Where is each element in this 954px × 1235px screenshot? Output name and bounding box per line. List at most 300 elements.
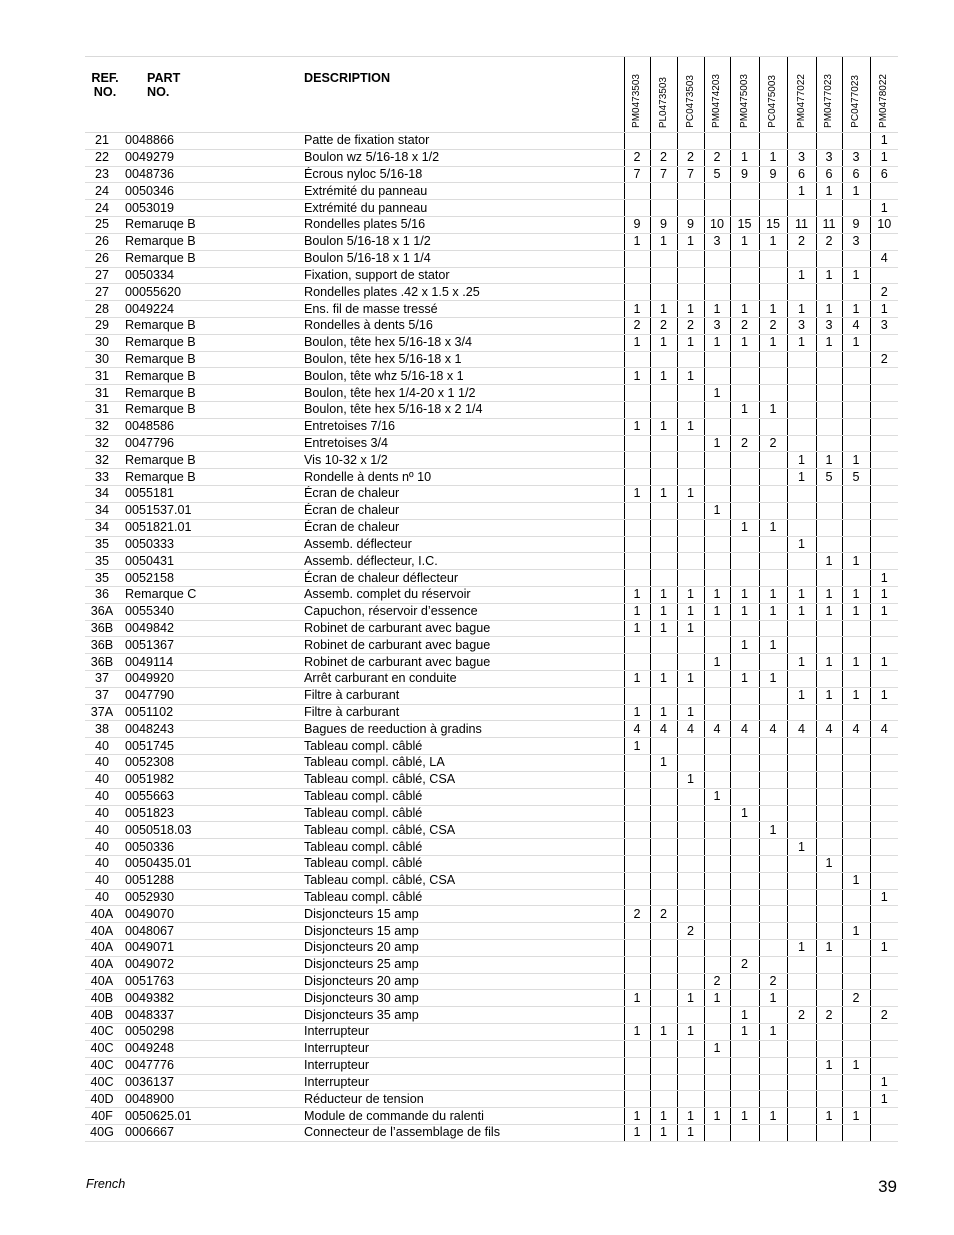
quantity-cell bbox=[787, 738, 816, 755]
quantity-cell bbox=[704, 1091, 730, 1108]
quantity-cell bbox=[759, 486, 787, 503]
quantity-cell: 2 bbox=[730, 956, 759, 973]
table-row bbox=[85, 637, 898, 654]
table-row bbox=[85, 519, 898, 536]
quantity-cell: 1 bbox=[870, 200, 898, 217]
quantity-cell bbox=[787, 889, 816, 906]
quantity-cell: 1 bbox=[759, 822, 787, 839]
description-cell: Tableau compl. câblé bbox=[304, 738, 624, 755]
description-cell: Tableau compl. câblé bbox=[304, 788, 624, 805]
part-no-cell: 0047776 bbox=[125, 1057, 304, 1074]
ref-no-cell: 40C bbox=[85, 1074, 125, 1091]
quantity-cell bbox=[842, 402, 870, 419]
quantity-cell: 1 bbox=[650, 486, 677, 503]
quantity-cell bbox=[842, 855, 870, 872]
table-row bbox=[85, 839, 898, 856]
quantity-cell bbox=[759, 940, 787, 957]
quantity-cell bbox=[816, 620, 842, 637]
description-cell: Interrupteur bbox=[304, 1074, 624, 1091]
quantity-cell bbox=[870, 738, 898, 755]
quantity-cell bbox=[842, 637, 870, 654]
quantity-cell bbox=[870, 553, 898, 570]
ref-no-cell: 40B bbox=[85, 1007, 125, 1024]
quantity-cell: 4 bbox=[842, 721, 870, 738]
quantity-cell: 4 bbox=[730, 721, 759, 738]
quantity-cell bbox=[787, 805, 816, 822]
description-cell: Rondelles à dents 5/16 bbox=[304, 317, 624, 334]
part-no-cell: 0051367 bbox=[125, 637, 304, 654]
table-row bbox=[85, 788, 898, 805]
quantity-cell bbox=[677, 553, 704, 570]
description-cell: Assemb. complet du réservoir bbox=[304, 586, 624, 603]
quantity-cell: 1 bbox=[650, 603, 677, 620]
description-cell: Bagues de reeduction à gradins bbox=[304, 721, 624, 738]
quantity-cell: 1 bbox=[870, 1091, 898, 1108]
quantity-cell bbox=[624, 133, 650, 150]
quantity-cell: 1 bbox=[842, 872, 870, 889]
quantity-cell bbox=[787, 284, 816, 301]
quantity-cell bbox=[677, 755, 704, 772]
quantity-cell bbox=[650, 990, 677, 1007]
quantity-cell bbox=[650, 183, 677, 200]
quantity-cell bbox=[624, 553, 650, 570]
quantity-cell bbox=[650, 385, 677, 402]
quantity-cell bbox=[787, 906, 816, 923]
quantity-cell bbox=[650, 502, 677, 519]
quantity-cell bbox=[624, 267, 650, 284]
quantity-cell bbox=[787, 435, 816, 452]
description-cell: Boulon, tête whz 5/16-18 x 1 bbox=[304, 368, 624, 385]
quantity-cell: 2 bbox=[842, 990, 870, 1007]
description-cell: Tableau compl. câblé, LA bbox=[304, 755, 624, 772]
quantity-cell bbox=[730, 755, 759, 772]
part-no-cell: Remaruqe B bbox=[125, 217, 304, 234]
quantity-cell bbox=[870, 1124, 898, 1141]
description-cell: Écran de chaleur bbox=[304, 502, 624, 519]
quantity-cell: 1 bbox=[759, 233, 787, 250]
quantity-cell: 1 bbox=[704, 435, 730, 452]
ref-no-cell: 32 bbox=[85, 418, 125, 435]
quantity-cell bbox=[870, 233, 898, 250]
quantity-cell bbox=[870, 805, 898, 822]
quantity-cell: 1 bbox=[759, 519, 787, 536]
ref-no-cell: 28 bbox=[85, 301, 125, 318]
ref-no-cell: 24 bbox=[85, 183, 125, 200]
quantity-cell: 2 bbox=[870, 351, 898, 368]
part-no-cell: 0051102 bbox=[125, 704, 304, 721]
quantity-cell bbox=[704, 133, 730, 150]
quantity-cell bbox=[870, 855, 898, 872]
quantity-cell bbox=[787, 133, 816, 150]
table-row bbox=[85, 1091, 898, 1108]
quantity-cell: 1 bbox=[650, 334, 677, 351]
quantity-cell: 1 bbox=[704, 301, 730, 318]
quantity-cell: 5 bbox=[704, 166, 730, 183]
quantity-cell: 1 bbox=[677, 586, 704, 603]
description-cell: Filtre à carburant bbox=[304, 704, 624, 721]
quantity-cell bbox=[870, 956, 898, 973]
quantity-cell bbox=[759, 452, 787, 469]
quantity-cell bbox=[650, 839, 677, 856]
quantity-cell bbox=[759, 536, 787, 553]
quantity-cell bbox=[624, 1040, 650, 1057]
quantity-cell bbox=[787, 368, 816, 385]
quantity-cell bbox=[730, 940, 759, 957]
quantity-cell bbox=[650, 1091, 677, 1108]
quantity-cell: 1 bbox=[787, 452, 816, 469]
quantity-cell: 1 bbox=[842, 1108, 870, 1125]
quantity-cell bbox=[870, 536, 898, 553]
quantity-cell bbox=[624, 973, 650, 990]
ref-no-cell: 31 bbox=[85, 368, 125, 385]
quantity-cell bbox=[816, 250, 842, 267]
description-cell: Écran de chaleur bbox=[304, 486, 624, 503]
quantity-cell bbox=[787, 1040, 816, 1057]
quantity-cell bbox=[704, 872, 730, 889]
quantity-cell: 2 bbox=[677, 149, 704, 166]
quantity-cell: 1 bbox=[870, 940, 898, 957]
quantity-cell bbox=[730, 368, 759, 385]
quantity-cell bbox=[704, 687, 730, 704]
quantity-cell bbox=[730, 502, 759, 519]
table-row bbox=[85, 620, 898, 637]
quantity-cell: 1 bbox=[624, 603, 650, 620]
part-no-header: PART NO. bbox=[125, 57, 304, 133]
quantity-cell bbox=[704, 284, 730, 301]
quantity-cell bbox=[704, 1074, 730, 1091]
quantity-cell bbox=[842, 368, 870, 385]
description-cell: Rondelles plates 5/16 bbox=[304, 217, 624, 234]
quantity-cell bbox=[842, 250, 870, 267]
quantity-cell bbox=[704, 452, 730, 469]
description-cell: Patte de fixation stator bbox=[304, 133, 624, 150]
ref-no-cell: 36B bbox=[85, 620, 125, 637]
quantity-cell bbox=[842, 788, 870, 805]
quantity-cell bbox=[759, 620, 787, 637]
quantity-cell: 1 bbox=[759, 990, 787, 1007]
table-row bbox=[85, 956, 898, 973]
quantity-cell: 1 bbox=[787, 469, 816, 486]
quantity-cell bbox=[677, 351, 704, 368]
description-cell: Entretoises 3/4 bbox=[304, 435, 624, 452]
quantity-cell bbox=[787, 1124, 816, 1141]
description-cell: Tableau compl. câblé bbox=[304, 855, 624, 872]
quantity-cell bbox=[870, 755, 898, 772]
quantity-cell bbox=[759, 368, 787, 385]
part-no-cell: Remarque B bbox=[125, 385, 304, 402]
ref-no-cell: 40 bbox=[85, 839, 125, 856]
quantity-cell: 1 bbox=[730, 671, 759, 688]
quantity-cell: 2 bbox=[759, 317, 787, 334]
quantity-cell bbox=[624, 771, 650, 788]
quantity-cell bbox=[816, 990, 842, 1007]
quantity-cell: 1 bbox=[730, 805, 759, 822]
part-no-cell: 0051821.01 bbox=[125, 519, 304, 536]
quantity-cell bbox=[816, 671, 842, 688]
quantity-cell: 3 bbox=[842, 233, 870, 250]
quantity-cell bbox=[704, 183, 730, 200]
quantity-cell bbox=[730, 183, 759, 200]
quantity-cell bbox=[730, 1091, 759, 1108]
quantity-cell: 1 bbox=[650, 1124, 677, 1141]
quantity-cell: 1 bbox=[650, 1024, 677, 1041]
quantity-cell bbox=[787, 923, 816, 940]
description-cell: Entretoises 7/16 bbox=[304, 418, 624, 435]
quantity-cell: 1 bbox=[842, 334, 870, 351]
ref-no-cell: 35 bbox=[85, 570, 125, 587]
description-cell: Écrous nyloc 5/16-18 bbox=[304, 166, 624, 183]
quantity-cell bbox=[624, 822, 650, 839]
quantity-cell: 3 bbox=[870, 317, 898, 334]
description-cell: Arrêt carburant en conduite bbox=[304, 671, 624, 688]
quantity-cell bbox=[704, 923, 730, 940]
quantity-cell: 1 bbox=[816, 940, 842, 957]
part-no-cell: 0050518.03 bbox=[125, 822, 304, 839]
description-cell: Extrémité du panneau bbox=[304, 200, 624, 217]
ref-no-cell: 40 bbox=[85, 855, 125, 872]
ref-no-header: REF. NO. bbox=[85, 57, 125, 133]
quantity-cell bbox=[677, 536, 704, 553]
quantity-cell: 4 bbox=[704, 721, 730, 738]
part-no-cell: 0053019 bbox=[125, 200, 304, 217]
quantity-cell: 1 bbox=[870, 586, 898, 603]
quantity-cell bbox=[704, 368, 730, 385]
quantity-cell bbox=[730, 704, 759, 721]
ref-no-cell: 40 bbox=[85, 788, 125, 805]
quantity-cell: 1 bbox=[624, 233, 650, 250]
table-row bbox=[85, 1124, 898, 1141]
quantity-cell bbox=[759, 687, 787, 704]
quantity-cell bbox=[730, 973, 759, 990]
quantity-cell bbox=[704, 570, 730, 587]
quantity-cell bbox=[624, 923, 650, 940]
quantity-cell bbox=[759, 889, 787, 906]
quantity-cell: 2 bbox=[677, 923, 704, 940]
quantity-cell: 4 bbox=[870, 721, 898, 738]
quantity-cell bbox=[624, 385, 650, 402]
quantity-cell: 4 bbox=[650, 721, 677, 738]
quantity-cell: 1 bbox=[730, 519, 759, 536]
description-cell: Filtre à carburant bbox=[304, 687, 624, 704]
quantity-cell bbox=[730, 570, 759, 587]
quantity-cell bbox=[730, 200, 759, 217]
quantity-cell bbox=[842, 1091, 870, 1108]
quantity-cell: 1 bbox=[624, 1124, 650, 1141]
quantity-cell bbox=[870, 402, 898, 419]
quantity-cell bbox=[624, 788, 650, 805]
quantity-cell: 1 bbox=[759, 301, 787, 318]
quantity-cell: 1 bbox=[870, 570, 898, 587]
model-header: PM0474203 bbox=[704, 57, 730, 133]
part-no-cell: 0049072 bbox=[125, 956, 304, 973]
quantity-cell bbox=[650, 889, 677, 906]
quantity-cell bbox=[842, 889, 870, 906]
part-no-cell: 0050435.01 bbox=[125, 855, 304, 872]
quantity-cell bbox=[787, 855, 816, 872]
quantity-cell: 2 bbox=[759, 435, 787, 452]
quantity-cell bbox=[730, 654, 759, 671]
quantity-cell bbox=[650, 1057, 677, 1074]
quantity-cell bbox=[842, 805, 870, 822]
quantity-cell bbox=[650, 570, 677, 587]
quantity-cell: 1 bbox=[730, 1108, 759, 1125]
quantity-cell bbox=[704, 620, 730, 637]
description-cell: Module de commande du ralenti bbox=[304, 1108, 624, 1125]
quantity-cell: 1 bbox=[730, 1007, 759, 1024]
ref-no-cell: 25 bbox=[85, 217, 125, 234]
ref-no-cell: 40C bbox=[85, 1057, 125, 1074]
quantity-cell bbox=[677, 1040, 704, 1057]
ref-no-cell: 40 bbox=[85, 889, 125, 906]
quantity-cell bbox=[650, 284, 677, 301]
ref-no-cell: 34 bbox=[85, 519, 125, 536]
quantity-cell bbox=[650, 536, 677, 553]
quantity-cell bbox=[704, 839, 730, 856]
quantity-cell bbox=[787, 1074, 816, 1091]
quantity-cell bbox=[787, 351, 816, 368]
quantity-cell: 9 bbox=[624, 217, 650, 234]
quantity-cell bbox=[787, 771, 816, 788]
table-row bbox=[85, 570, 898, 587]
quantity-cell bbox=[650, 771, 677, 788]
quantity-cell bbox=[816, 1024, 842, 1041]
part-no-cell: 0051823 bbox=[125, 805, 304, 822]
description-cell: Rondelle à dents nº 10 bbox=[304, 469, 624, 486]
table-row bbox=[85, 586, 898, 603]
quantity-cell bbox=[624, 351, 650, 368]
quantity-cell bbox=[730, 418, 759, 435]
quantity-cell bbox=[624, 1091, 650, 1108]
quantity-cell bbox=[816, 570, 842, 587]
quantity-cell bbox=[759, 855, 787, 872]
quantity-cell: 7 bbox=[677, 166, 704, 183]
quantity-cell bbox=[816, 486, 842, 503]
quantity-cell bbox=[730, 990, 759, 1007]
quantity-cell bbox=[787, 385, 816, 402]
description-cell: Disjoncteurs 20 amp bbox=[304, 940, 624, 957]
quantity-cell bbox=[759, 839, 787, 856]
quantity-cell: 1 bbox=[677, 334, 704, 351]
quantity-cell bbox=[704, 418, 730, 435]
quantity-cell bbox=[842, 570, 870, 587]
quantity-cell: 1 bbox=[624, 1024, 650, 1041]
ref-no-cell: 34 bbox=[85, 486, 125, 503]
description-cell: Interrupteur bbox=[304, 1024, 624, 1041]
description-cell: Boulon, tête hex 5/16-18 x 3/4 bbox=[304, 334, 624, 351]
table-row bbox=[85, 368, 898, 385]
quantity-cell bbox=[842, 435, 870, 452]
table-row bbox=[85, 721, 898, 738]
description-cell: Tableau compl. câblé bbox=[304, 889, 624, 906]
part-no-cell: Remarque B bbox=[125, 368, 304, 385]
quantity-cell bbox=[759, 771, 787, 788]
quantity-cell: 1 bbox=[870, 133, 898, 150]
part-no-cell: Remarque B bbox=[125, 452, 304, 469]
quantity-cell: 1 bbox=[650, 755, 677, 772]
quantity-cell: 1 bbox=[842, 183, 870, 200]
model-header: PM0478022 bbox=[870, 57, 898, 133]
quantity-cell: 1 bbox=[704, 586, 730, 603]
description-cell: Tableau compl. câblé, CSA bbox=[304, 822, 624, 839]
ref-no-cell: 40B bbox=[85, 990, 125, 1007]
quantity-cell bbox=[816, 923, 842, 940]
table-row bbox=[85, 940, 898, 957]
quantity-cell bbox=[704, 519, 730, 536]
quantity-cell bbox=[870, 906, 898, 923]
quantity-cell bbox=[624, 469, 650, 486]
quantity-cell: 1 bbox=[787, 586, 816, 603]
table-row bbox=[85, 1074, 898, 1091]
quantity-cell: 1 bbox=[677, 704, 704, 721]
quantity-cell bbox=[704, 536, 730, 553]
quantity-cell bbox=[730, 738, 759, 755]
table-row bbox=[85, 738, 898, 755]
quantity-cell: 4 bbox=[759, 721, 787, 738]
quantity-cell bbox=[842, 973, 870, 990]
quantity-cell bbox=[870, 990, 898, 1007]
ref-no-cell: 29 bbox=[85, 317, 125, 334]
quantity-cell bbox=[677, 940, 704, 957]
quantity-cell bbox=[677, 1007, 704, 1024]
quantity-cell: 15 bbox=[759, 217, 787, 234]
ref-no-cell: 22 bbox=[85, 149, 125, 166]
ref-no-cell: 40 bbox=[85, 771, 125, 788]
quantity-cell bbox=[870, 704, 898, 721]
quantity-cell bbox=[704, 956, 730, 973]
quantity-cell bbox=[842, 418, 870, 435]
quantity-cell: 1 bbox=[730, 603, 759, 620]
quantity-cell bbox=[624, 250, 650, 267]
quantity-cell: 1 bbox=[624, 486, 650, 503]
quantity-cell: 1 bbox=[842, 301, 870, 318]
ref-no-cell: 40C bbox=[85, 1040, 125, 1057]
quantity-cell bbox=[787, 637, 816, 654]
quantity-cell: 1 bbox=[816, 687, 842, 704]
ref-no-cell: 30 bbox=[85, 351, 125, 368]
ref-no-cell: 40 bbox=[85, 755, 125, 772]
quantity-cell bbox=[759, 200, 787, 217]
quantity-cell bbox=[870, 267, 898, 284]
quantity-cell bbox=[650, 788, 677, 805]
quantity-cell bbox=[704, 671, 730, 688]
quantity-cell bbox=[787, 402, 816, 419]
quantity-cell bbox=[704, 1124, 730, 1141]
quantity-cell bbox=[759, 1057, 787, 1074]
description-cell: Vis 10-32 x 1/2 bbox=[304, 452, 624, 469]
table-row bbox=[85, 671, 898, 688]
quantity-cell bbox=[650, 469, 677, 486]
quantity-cell bbox=[650, 956, 677, 973]
quantity-cell: 11 bbox=[816, 217, 842, 234]
quantity-cell bbox=[816, 755, 842, 772]
quantity-cell: 7 bbox=[624, 166, 650, 183]
part-no-cell: Remarque B bbox=[125, 402, 304, 419]
quantity-cell: 2 bbox=[787, 233, 816, 250]
quantity-cell bbox=[870, 923, 898, 940]
ref-no-cell: 37 bbox=[85, 671, 125, 688]
quantity-cell bbox=[787, 486, 816, 503]
quantity-cell: 1 bbox=[842, 452, 870, 469]
quantity-cell bbox=[677, 788, 704, 805]
quantity-cell: 2 bbox=[650, 906, 677, 923]
quantity-cell bbox=[677, 889, 704, 906]
table-row bbox=[85, 418, 898, 435]
quantity-cell: 2 bbox=[704, 973, 730, 990]
quantity-cell: 1 bbox=[650, 233, 677, 250]
table-row bbox=[85, 704, 898, 721]
quantity-cell: 1 bbox=[870, 301, 898, 318]
quantity-cell bbox=[730, 250, 759, 267]
